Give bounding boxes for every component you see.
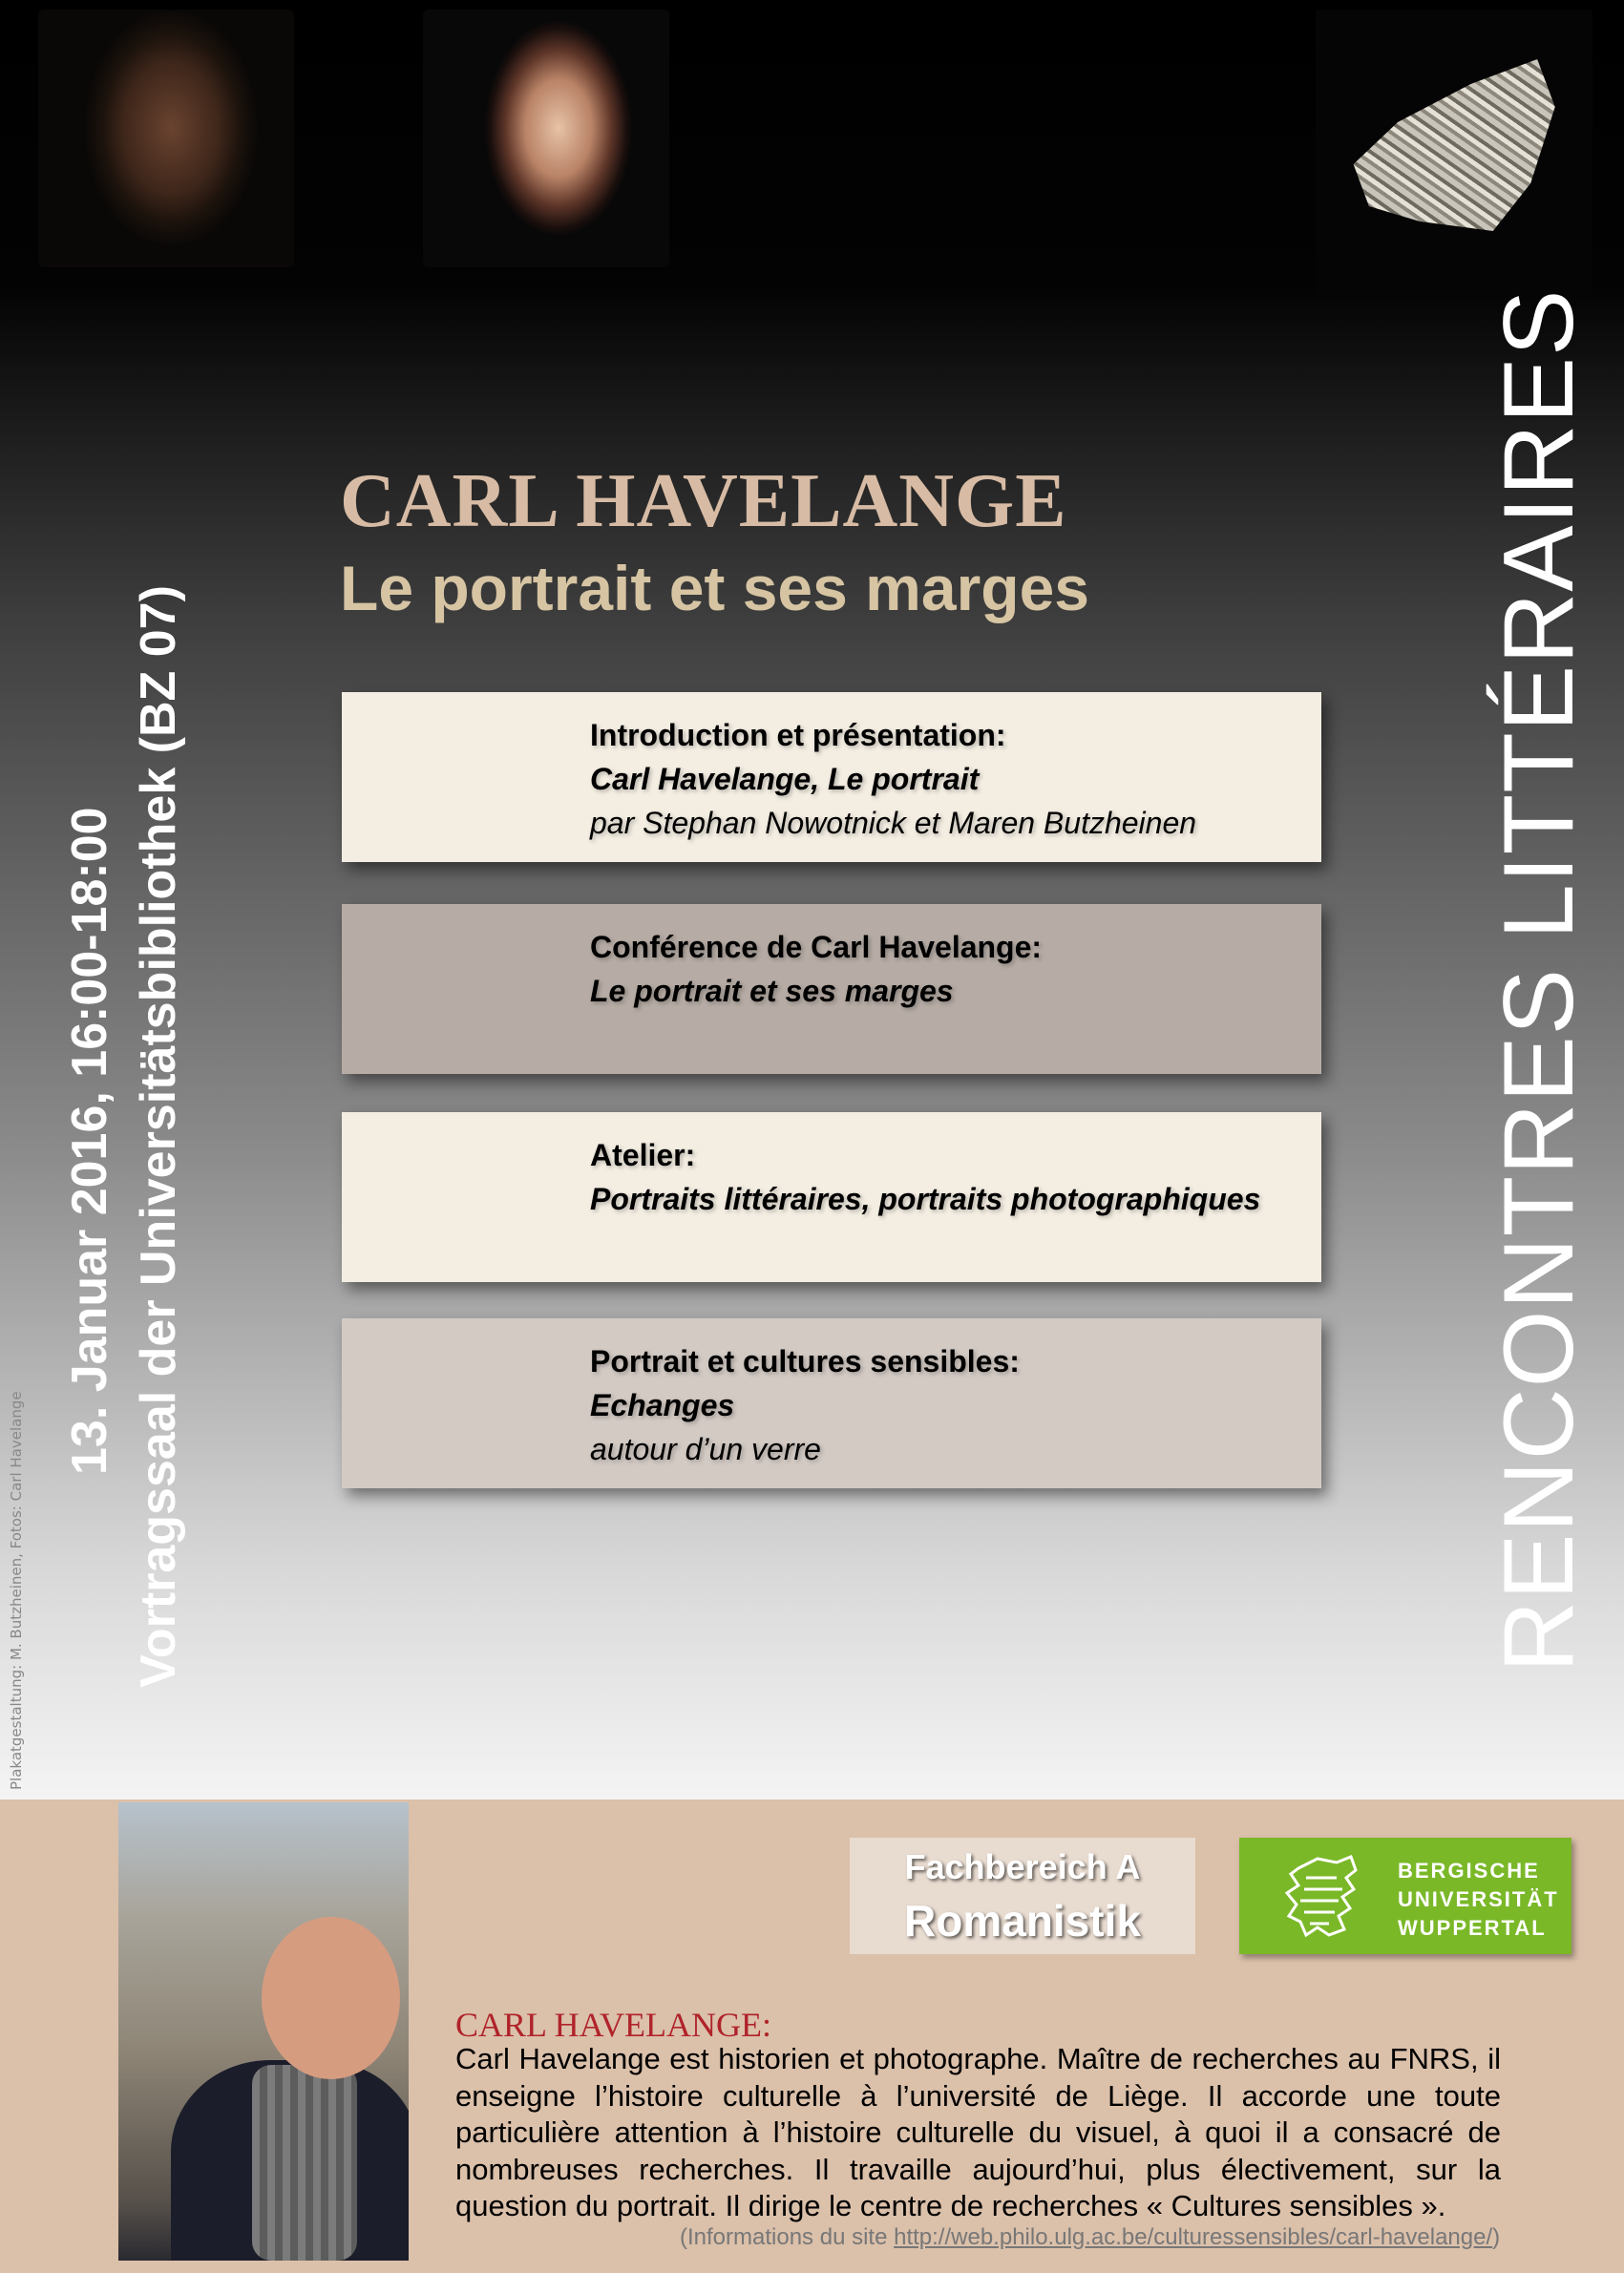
lion-emblem-icon (1279, 1849, 1371, 1943)
program-title: Portraits littéraires, portraits photographiques (590, 1182, 1261, 1216)
university-logo (1239, 1838, 1571, 1954)
university-name-line-3: WUPPERTAL (1398, 1916, 1547, 1940)
poster-subtitle: Le portrait et ses marges (340, 553, 1089, 623)
program-detail: autour d’un verre (590, 1432, 821, 1466)
speaker-photo (118, 1802, 409, 2261)
bio-source-prefix: (Informations du site (680, 2224, 895, 2250)
program-title: Le portrait et ses marges (590, 974, 954, 1008)
department-line-2: Romanistik (904, 1896, 1141, 1946)
program-box-1 (342, 692, 1321, 862)
bark-piece (1342, 50, 1564, 241)
event-date-time: 13. Januar 2016, 16:00-18:00 (62, 807, 117, 1475)
program-title: Echanges (590, 1388, 735, 1422)
program-heading: Conférence de Carl Havelange: (590, 930, 1043, 964)
university-name-line-1: BERGISCHE (1398, 1859, 1540, 1883)
portrait-photo-woman-1 (38, 10, 294, 267)
bark-photo (1316, 10, 1592, 296)
event-venue: Vortragssaal der Universitätsbibliothek (BZ 07) (131, 585, 186, 1688)
program-heading: Portrait et cultures sensibles: (590, 1344, 1020, 1379)
speaker-face (262, 1917, 400, 2079)
bio-text: Carl Havelange est historien et photographe. Maître de recherches au FNRS, il enseigne l’histoire culturelle à l’université de Liège. Il accorde une toute particulière attention à l’histoire culturelle du visuel, à quoi il a consacré de nombreuses recherches. Il travaille aujourd’hui, plus électivement, sur la question du portrait. Il dirige le centre de recherches « Cultures sensibles ». (455, 2042, 1501, 2222)
poster-credit: Plakatgestaltung: M. Butzheinen, Fotos: Carl Havelange (8, 1391, 25, 1790)
portrait-photo-woman-2 (423, 10, 669, 267)
bio-source (680, 2224, 1500, 2251)
program-box-4 (342, 1318, 1321, 1488)
bio-source-link[interactable]: http://web.philo.ulg.ac.be/culturessensibles/carl-havelange/ (894, 2224, 1493, 2250)
poster-title: CARL HAVELANGE (340, 459, 1067, 543)
university-name-line-2: UNIVERSITÄT (1398, 1887, 1559, 1911)
program-heading: Atelier: (590, 1138, 696, 1172)
speaker-scarf (252, 2065, 357, 2261)
department-line-1: Fachbereich A (904, 1847, 1141, 1886)
university-name (1398, 1857, 1559, 1943)
program-detail: par Stephan Nowotnick et Maren Butzheinen (590, 806, 1197, 840)
bio-heading: CARL HAVELANGE: (455, 2006, 771, 2044)
department-label (850, 1838, 1195, 1954)
program-box-3 (342, 1112, 1321, 1282)
program-box-2 (342, 904, 1321, 1074)
program-title: Carl Havelange, Le portrait (590, 762, 980, 796)
series-title: RENCONTRES LITTÉRAIRES (1484, 288, 1594, 1673)
bio-source-suffix: ) (1492, 2224, 1501, 2250)
program-heading: Introduction et présentation: (590, 718, 1006, 752)
